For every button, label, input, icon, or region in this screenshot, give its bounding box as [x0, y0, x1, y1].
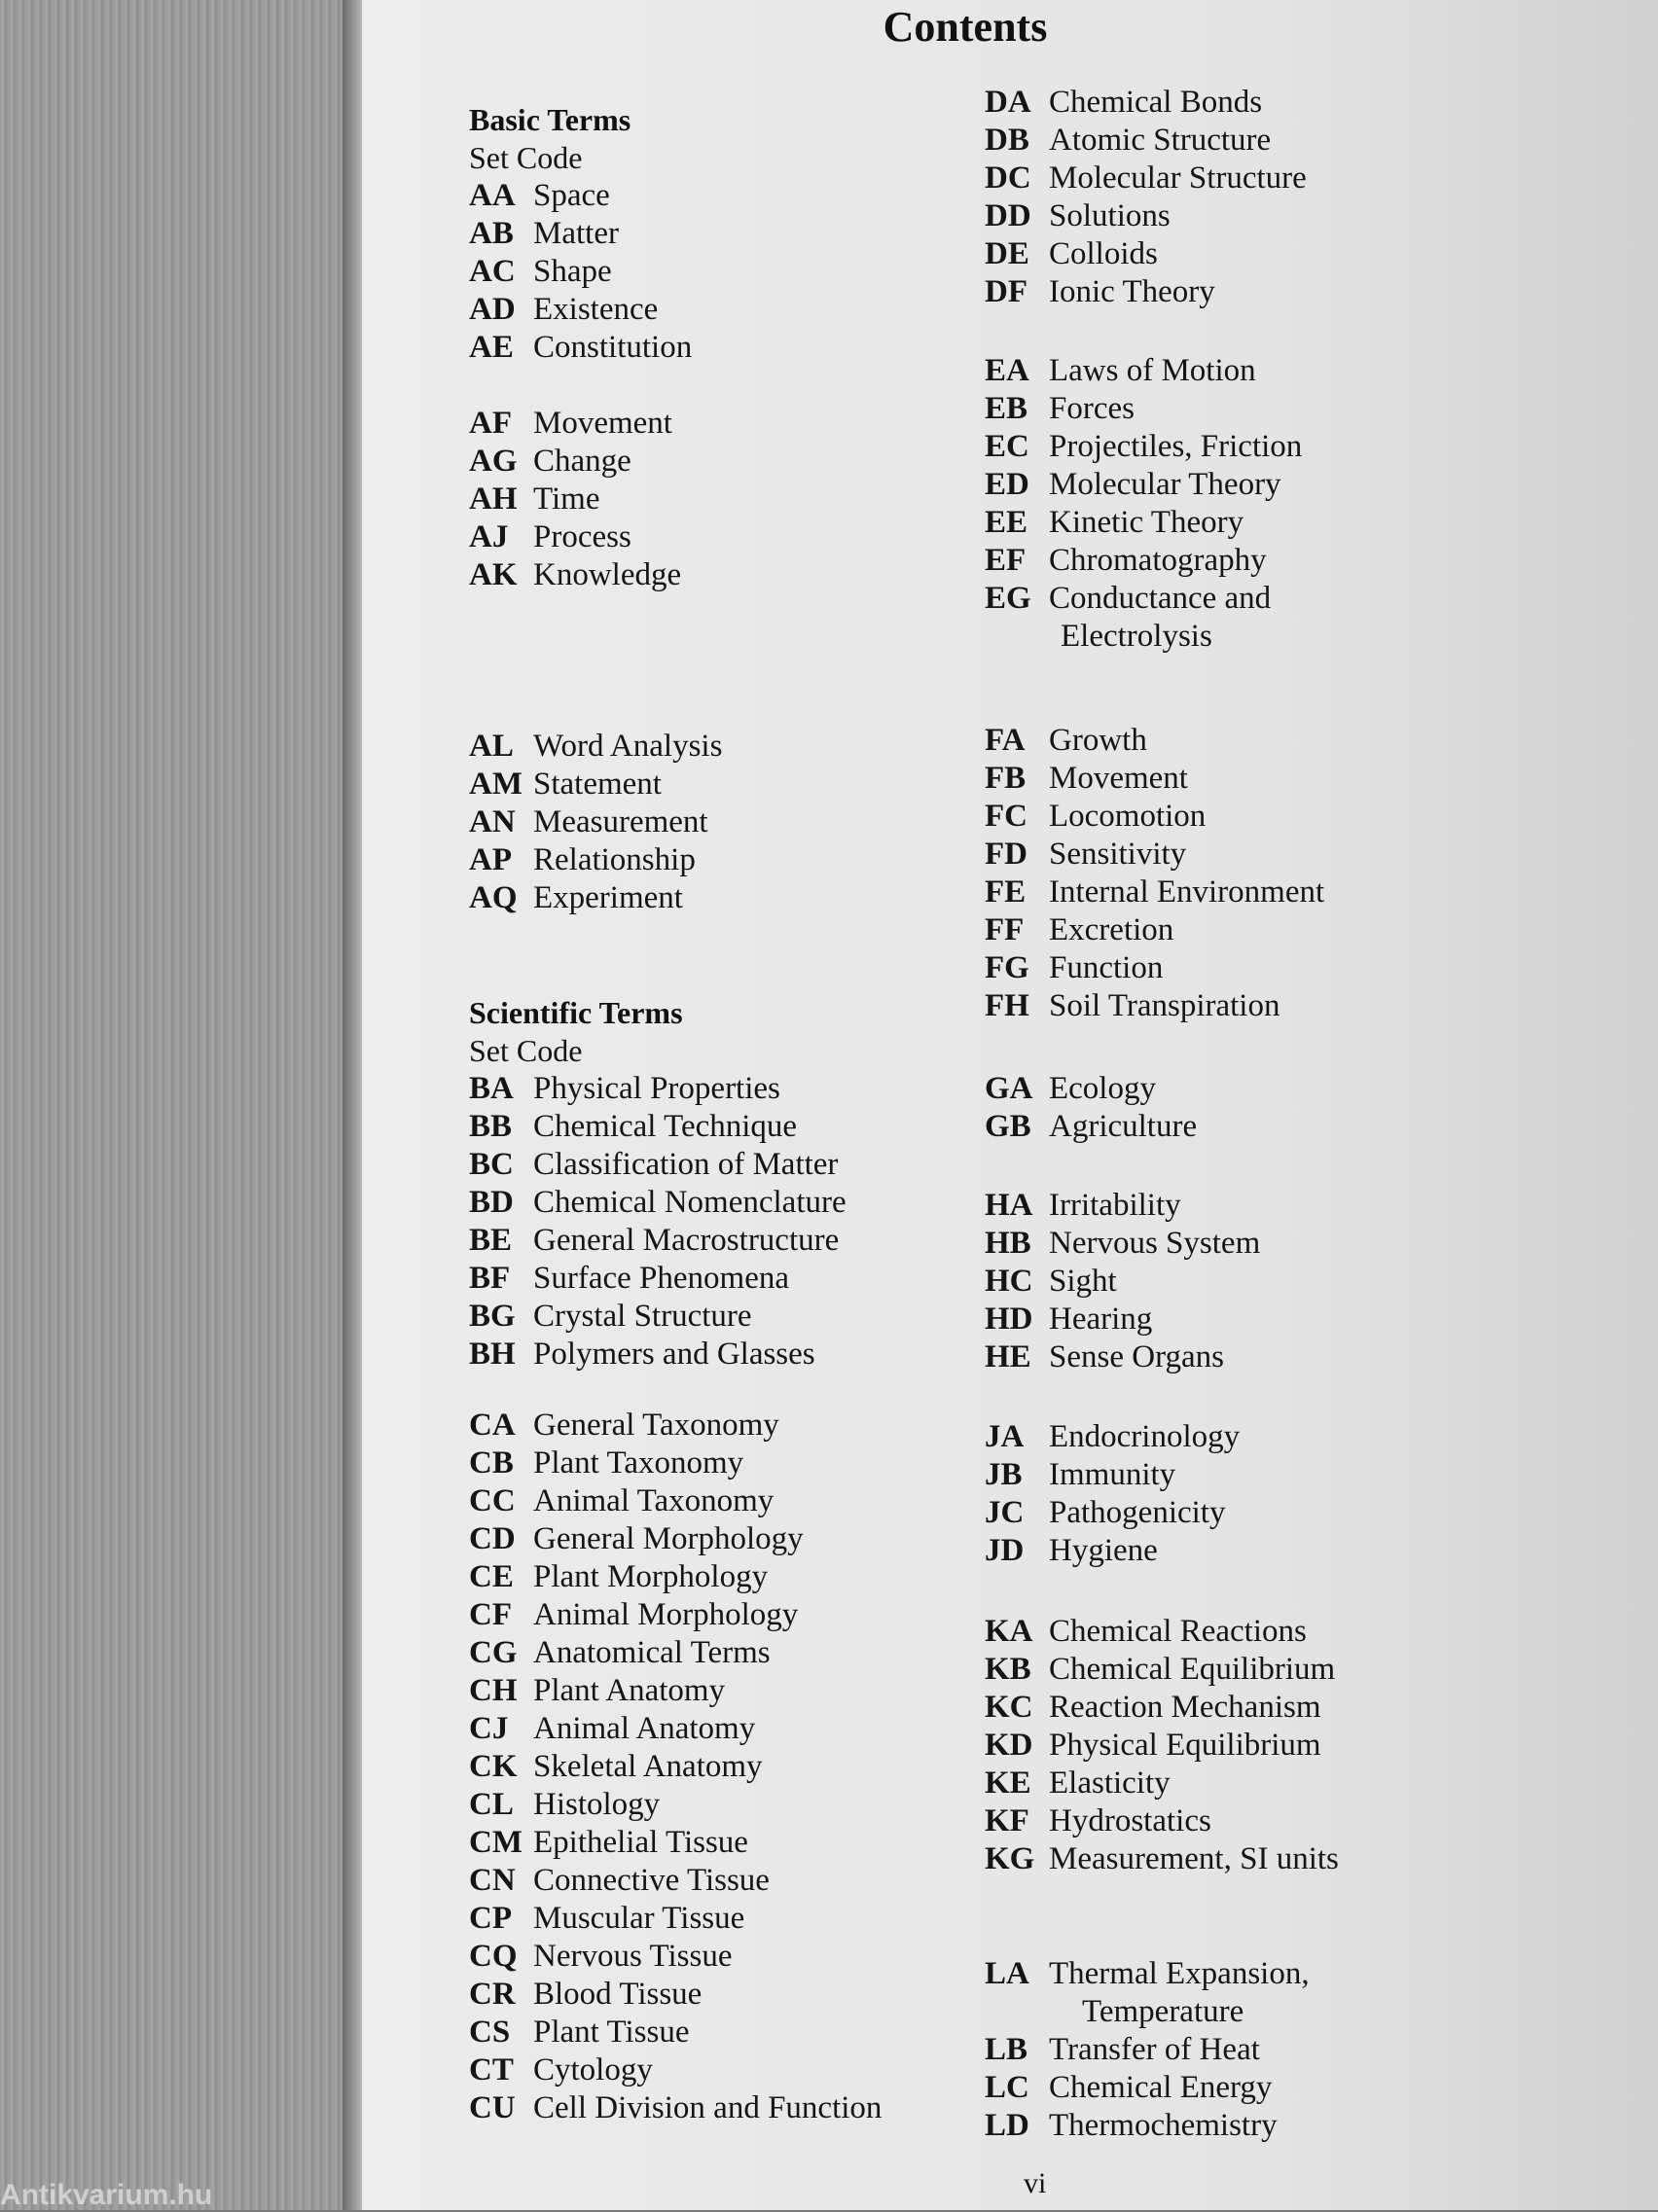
- set-code: CR: [469, 1977, 516, 2012]
- topic-label: Chemical Technique: [533, 1109, 798, 1144]
- set-code: FG: [985, 950, 1029, 985]
- set-code: EE: [985, 505, 1028, 540]
- contents-entry: [985, 1225, 1588, 1263]
- set-code: DE: [985, 236, 1029, 271]
- contents-entry: [985, 1613, 1588, 1651]
- contents-entry: [469, 1672, 1072, 1710]
- topic-label: General Taxonomy: [533, 1408, 779, 1443]
- contents-entry: [469, 443, 1072, 481]
- contents-entry: [469, 1298, 1072, 1336]
- contents-entry: [985, 390, 1588, 428]
- set-code: BC: [469, 1147, 514, 1182]
- topic-label: Surface Phenomena: [533, 1261, 789, 1296]
- set-code: JD: [985, 1533, 1025, 1568]
- topic-label: Sensitivity: [1049, 837, 1187, 872]
- group-l-continuation: [985, 1993, 1588, 2031]
- set-code: FE: [985, 874, 1027, 910]
- contents-entry: [985, 1456, 1588, 1494]
- page-number: vi: [1024, 2167, 1047, 2199]
- set-code: CE: [469, 1559, 514, 1594]
- topic-label: Pathogenicity: [1049, 1495, 1226, 1530]
- topic-label: Thermal Expansion,: [1049, 1956, 1310, 1991]
- set-code: BG: [469, 1299, 516, 1334]
- topic-label: Atomic Structure: [1049, 123, 1272, 158]
- scientific-group-c: [469, 1407, 1072, 2127]
- topic-label: Function: [1049, 950, 1164, 985]
- contents-entry: [469, 1070, 1072, 1108]
- set-code: BH: [469, 1337, 516, 1372]
- set-code: AQ: [469, 880, 518, 915]
- facing-page: [0, 0, 350, 2210]
- contents-entry: [985, 504, 1588, 542]
- contents-entry: [985, 2069, 1588, 2107]
- contents-entry: [985, 2031, 1588, 2069]
- set-code: AJ: [469, 519, 509, 554]
- set-code: AH: [469, 482, 518, 517]
- set-code: HA: [985, 1188, 1033, 1223]
- contents-entry: [985, 1727, 1588, 1765]
- contents-entry: [985, 949, 1588, 987]
- contents-entry: [469, 879, 1072, 917]
- contents-entry: [985, 1840, 1588, 1878]
- contents-entry: [985, 1765, 1588, 1802]
- set-code: KD: [985, 1728, 1033, 1763]
- topic-label: Nervous System: [1049, 1226, 1261, 1261]
- group-f: [985, 722, 1588, 1025]
- set-code: CM: [469, 1825, 523, 1860]
- topic-label: Forces: [1049, 391, 1135, 426]
- set-code: CC: [469, 1483, 516, 1518]
- contents-entry: [469, 841, 1072, 879]
- topic-label: Projectiles, Friction: [1049, 429, 1303, 464]
- contents-entry: [469, 1786, 1072, 1824]
- topic-label: Blood Tissue: [533, 1977, 703, 2012]
- topic-label: Plant Anatomy: [533, 1673, 726, 1708]
- contents-entry: [985, 1263, 1588, 1301]
- set-code: EA: [985, 353, 1029, 388]
- topic-label: Classification of Matter: [533, 1147, 839, 1182]
- contents-entry: [985, 580, 1588, 618]
- set-code: EB: [985, 391, 1028, 426]
- scientific-terms-header: [469, 994, 1072, 1070]
- group-k: [985, 1613, 1588, 1878]
- topic-label: Hygiene: [1049, 1533, 1158, 1568]
- topic-label: Hydrostatics: [1049, 1803, 1211, 1838]
- set-code: FF: [985, 912, 1025, 947]
- contents-entry: [469, 1482, 1072, 1520]
- contents-entry: [469, 1407, 1072, 1445]
- set-code: AP: [469, 842, 512, 877]
- topic-label: Time: [533, 482, 600, 517]
- group-d: [985, 84, 1588, 311]
- set-code: CQ: [469, 1939, 518, 1974]
- contents-entry: [469, 518, 1072, 556]
- contents-entry: [985, 1689, 1588, 1727]
- contents-entry: [985, 1070, 1588, 1108]
- topic-label: Internal Environment: [1049, 874, 1325, 910]
- contents-entry: [985, 1494, 1588, 1532]
- topic-label: Measurement, SI units: [1049, 1841, 1339, 1876]
- set-code: CU: [469, 2090, 516, 2125]
- set-code: AA: [469, 178, 516, 213]
- topic-label: Plant Tissue: [533, 2015, 690, 2050]
- set-code: FD: [985, 837, 1027, 872]
- contents-entry: [985, 160, 1588, 197]
- set-code: AD: [469, 292, 516, 327]
- contents-entry: [985, 352, 1588, 390]
- topic-label: Thermochemistry: [1049, 2108, 1278, 2143]
- topic-label: Shape: [533, 254, 612, 289]
- contents-entry: [469, 1634, 1072, 1672]
- topic-label: Molecular Structure: [1049, 161, 1307, 196]
- topic-label: Irritability: [1049, 1188, 1181, 1223]
- contents-entry: [469, 1222, 1072, 1260]
- contents-entry: [985, 874, 1588, 911]
- group-e-continuation: [985, 618, 1588, 656]
- topic-label: Ecology: [1049, 1071, 1156, 1106]
- set-code: AG: [469, 444, 518, 479]
- topic-label: Process: [533, 519, 631, 554]
- topic-label: Soil Transpiration: [1049, 988, 1280, 1023]
- topic-label: Animal Anatomy: [533, 1711, 756, 1746]
- set-code: BE: [469, 1223, 513, 1258]
- topic-label: Word Analysis: [533, 729, 723, 764]
- set-code: CD: [469, 1521, 516, 1556]
- set-code: HC: [985, 1264, 1033, 1299]
- contents-entry: [985, 1532, 1588, 1570]
- contents-entry: [469, 329, 1072, 367]
- topic-label: Molecular Theory: [1049, 467, 1281, 502]
- contents-entry: [985, 84, 1588, 122]
- group-e: [985, 352, 1588, 618]
- contents-entry: [469, 405, 1072, 443]
- topic-label: Excretion: [1049, 912, 1174, 947]
- set-code: AB: [469, 216, 514, 251]
- contents-entry: [469, 556, 1072, 594]
- entry-continuation: Temperature: [1082, 1994, 1244, 2029]
- set-code: LB: [985, 2032, 1028, 2067]
- topic-label: Hearing: [1049, 1302, 1153, 1337]
- topic-label: Knowledge: [533, 557, 682, 592]
- basic-terms-header: [469, 101, 1072, 177]
- contents-entry: [469, 215, 1072, 253]
- topic-label: Constitution: [533, 330, 693, 365]
- contents-entry: [985, 911, 1588, 949]
- topic-label: Matter: [533, 216, 619, 251]
- set-code: JC: [985, 1495, 1025, 1530]
- set-code: DA: [985, 85, 1031, 120]
- set-code-label: Set Code: [469, 1033, 583, 1068]
- set-code: KF: [985, 1803, 1029, 1838]
- contents-entry: [469, 1336, 1072, 1374]
- contents-entry: [985, 836, 1588, 874]
- contents-entry: [469, 1184, 1072, 1222]
- set-code: CN: [469, 1863, 516, 1898]
- set-code: CT: [469, 2052, 514, 2087]
- contents-entry: [469, 1862, 1072, 1900]
- set-code: CG: [469, 1635, 518, 1670]
- set-code: DD: [985, 198, 1031, 233]
- set-code: BA: [469, 1071, 514, 1106]
- set-code: CB: [469, 1445, 514, 1481]
- set-code: CK: [469, 1749, 518, 1784]
- topic-label: Transfer of Heat: [1049, 2032, 1260, 2067]
- contents-entry: [469, 253, 1072, 291]
- contents-entry: [985, 235, 1588, 273]
- contents-entry: [469, 291, 1072, 329]
- topic-label: Chemical Equilibrium: [1049, 1652, 1336, 1687]
- set-code: HD: [985, 1302, 1033, 1337]
- topic-label: Chemical Bonds: [1049, 85, 1263, 120]
- contents-entry: [469, 728, 1072, 766]
- topic-label: Chemical Reactions: [1049, 1614, 1307, 1649]
- set-code: ED: [985, 467, 1029, 502]
- topic-label: Relationship: [533, 842, 696, 877]
- set-code: KC: [985, 1690, 1033, 1725]
- topic-label: Reaction Mechanism: [1049, 1690, 1321, 1725]
- set-code: KB: [985, 1652, 1031, 1687]
- topic-label: Epithelial Tissue: [533, 1825, 748, 1860]
- topic-label: Animal Taxonomy: [533, 1483, 775, 1518]
- set-code: AN: [469, 804, 516, 839]
- topic-label: Sight: [1049, 1264, 1117, 1299]
- contents-entry: [985, 428, 1588, 466]
- set-code: HB: [985, 1226, 1031, 1261]
- contents-entry: [469, 1596, 1072, 1634]
- set-code: AE: [469, 330, 514, 365]
- topic-label: Anatomical Terms: [533, 1635, 771, 1670]
- topic-label: Sense Organs: [1049, 1339, 1224, 1374]
- topic-label: Physical Equilibrium: [1049, 1728, 1321, 1763]
- set-code: AF: [469, 406, 512, 441]
- topic-label: Existence: [533, 292, 659, 327]
- set-code: CL: [469, 1787, 514, 1822]
- topic-label: Kinetic Theory: [1049, 505, 1244, 540]
- contents-entry: [985, 1955, 1588, 1993]
- entry-continuation: Electrolysis: [1061, 619, 1212, 654]
- set-code: EF: [985, 543, 1027, 578]
- topic-label: Muscular Tissue: [533, 1901, 745, 1936]
- contents-entry: [469, 1558, 1072, 1596]
- topic-label: Change: [533, 444, 631, 479]
- contents-entry: [469, 2089, 1072, 2127]
- set-code: DC: [985, 161, 1031, 196]
- set-code: EC: [985, 429, 1029, 464]
- contents-entry: [469, 1976, 1072, 2014]
- topic-label: Elasticity: [1049, 1766, 1171, 1801]
- topic-label: Histology: [533, 1787, 661, 1822]
- watermark-text: Antikvarium.hu: [0, 2179, 213, 2211]
- set-code: AK: [469, 557, 518, 592]
- contents-entry: [469, 1900, 1072, 1938]
- basic-group-1: [469, 177, 1072, 367]
- topic-label: General Morphology: [533, 1521, 804, 1556]
- set-code: JB: [985, 1457, 1023, 1492]
- topic-label: Statement: [533, 767, 662, 802]
- topic-label: Laws of Motion: [1049, 353, 1256, 388]
- topic-label: Experiment: [533, 880, 683, 915]
- topic-label: Connective Tissue: [533, 1863, 770, 1898]
- set-code: DB: [985, 123, 1029, 158]
- set-code: LC: [985, 2070, 1029, 2105]
- set-code: JA: [985, 1419, 1025, 1454]
- contents-entry: [985, 1802, 1588, 1840]
- contents-entry: [985, 722, 1588, 760]
- contents-entry: [469, 1824, 1072, 1862]
- set-code: CS: [469, 2015, 511, 2050]
- set-code: CH: [469, 1673, 518, 1708]
- contents-entry: [469, 803, 1072, 841]
- contents-entry: [469, 1710, 1072, 1748]
- topic-label: Immunity: [1049, 1457, 1176, 1492]
- contents-entry: [985, 760, 1588, 798]
- contents-entry: [985, 1108, 1588, 1146]
- set-code: LA: [985, 1956, 1029, 1991]
- topic-label: Animal Morphology: [533, 1597, 799, 1632]
- topic-label: Measurement: [533, 804, 708, 839]
- contents-entry: [469, 2014, 1072, 2051]
- set-code: FC: [985, 799, 1027, 834]
- contents-entry: [985, 987, 1588, 1025]
- section-heading-scientific: Scientific Terms: [469, 995, 683, 1030]
- set-code: GA: [985, 1071, 1033, 1106]
- set-code: CA: [469, 1408, 516, 1443]
- topic-label: Chemical Nomenclature: [533, 1185, 847, 1220]
- contents-entry: [985, 466, 1588, 504]
- contents-entry: [985, 542, 1588, 580]
- contents-entry: [469, 766, 1072, 803]
- set-code: BD: [469, 1185, 514, 1220]
- contents-page: [362, 0, 1658, 2210]
- topic-label: Physical Properties: [533, 1071, 780, 1106]
- set-code-label: Set Code: [469, 140, 583, 175]
- contents-entry: [985, 1651, 1588, 1689]
- contents-entry: [469, 1748, 1072, 1786]
- topic-label: Cell Division and Function: [533, 2090, 883, 2125]
- contents-entry: [469, 2051, 1072, 2089]
- topic-label: Plant Morphology: [533, 1559, 769, 1594]
- group-j: [985, 1418, 1588, 1570]
- set-code: CF: [469, 1597, 512, 1632]
- contents-entry: [985, 1418, 1588, 1456]
- set-code: FA: [985, 723, 1026, 758]
- contents-entry: [985, 2107, 1588, 2145]
- set-code: FB: [985, 761, 1027, 796]
- topic-label: Colloids: [1049, 236, 1158, 271]
- set-code: BB: [469, 1109, 513, 1144]
- topic-label: General Macrostructure: [533, 1223, 840, 1258]
- topic-label: Plant Taxonomy: [533, 1445, 744, 1481]
- contents-entry: [469, 1938, 1072, 1976]
- contents-entry: [985, 1301, 1588, 1338]
- group-l-rest: [985, 2031, 1588, 2145]
- contents-entry: [469, 177, 1072, 215]
- set-code: HE: [985, 1339, 1031, 1374]
- basic-group-3: [469, 728, 1072, 917]
- scientific-group-b: [469, 1070, 1072, 1374]
- contents-entry: [985, 122, 1588, 160]
- group-g: [985, 1070, 1588, 1146]
- set-code: CJ: [469, 1711, 509, 1746]
- contents-entry: [985, 798, 1588, 836]
- topic-label: Solutions: [1049, 198, 1171, 233]
- set-code: KA: [985, 1614, 1033, 1649]
- topic-label: Cytology: [533, 2052, 653, 2087]
- set-code: BF: [469, 1261, 511, 1296]
- contents-entry: [469, 1146, 1072, 1184]
- contents-entry: [469, 1260, 1072, 1298]
- set-code: DF: [985, 274, 1027, 309]
- group-h: [985, 1187, 1588, 1376]
- contents-entry: [469, 1520, 1072, 1558]
- topic-label: Space: [533, 178, 610, 213]
- set-code: KE: [985, 1766, 1031, 1801]
- topic-label: Conductance and: [1049, 581, 1272, 616]
- topic-label: Agriculture: [1049, 1109, 1198, 1144]
- topic-label: Nervous Tissue: [533, 1939, 733, 1974]
- topic-label: Movement: [1049, 761, 1188, 796]
- topic-label: Polymers and Glasses: [533, 1337, 815, 1372]
- topic-label: Chemical Energy: [1049, 2070, 1273, 2105]
- page-title: Contents: [883, 3, 1048, 51]
- group-l-first: [985, 1955, 1588, 1993]
- set-code: AM: [469, 767, 523, 802]
- contents-entry: [985, 1187, 1588, 1225]
- basic-group-2: [469, 405, 1072, 594]
- contents-entry: [985, 273, 1588, 311]
- set-code: FH: [985, 988, 1029, 1023]
- set-code: LD: [985, 2108, 1029, 2143]
- topic-label: Chromatography: [1049, 543, 1267, 578]
- set-code: AL: [469, 729, 514, 764]
- topic-label: Skeletal Anatomy: [533, 1749, 763, 1784]
- set-code: CP: [469, 1901, 512, 1936]
- topic-label: Ionic Theory: [1049, 274, 1215, 309]
- topic-label: Crystal Structure: [533, 1299, 752, 1334]
- contents-entry: [985, 197, 1588, 235]
- topic-label: Growth: [1049, 723, 1147, 758]
- topic-label: Endocrinology: [1049, 1419, 1241, 1454]
- set-code: EG: [985, 581, 1031, 616]
- topic-label: Movement: [533, 406, 672, 441]
- set-code: GB: [985, 1109, 1031, 1144]
- contents-entry: [469, 1108, 1072, 1146]
- section-heading-basic: Basic Terms: [469, 102, 631, 137]
- set-code: KG: [985, 1841, 1035, 1876]
- contents-entry: [469, 481, 1072, 518]
- contents-entry: [469, 1445, 1072, 1482]
- contents-entry: [985, 1338, 1588, 1376]
- topic-label: Locomotion: [1049, 799, 1207, 834]
- set-code: AC: [469, 254, 516, 289]
